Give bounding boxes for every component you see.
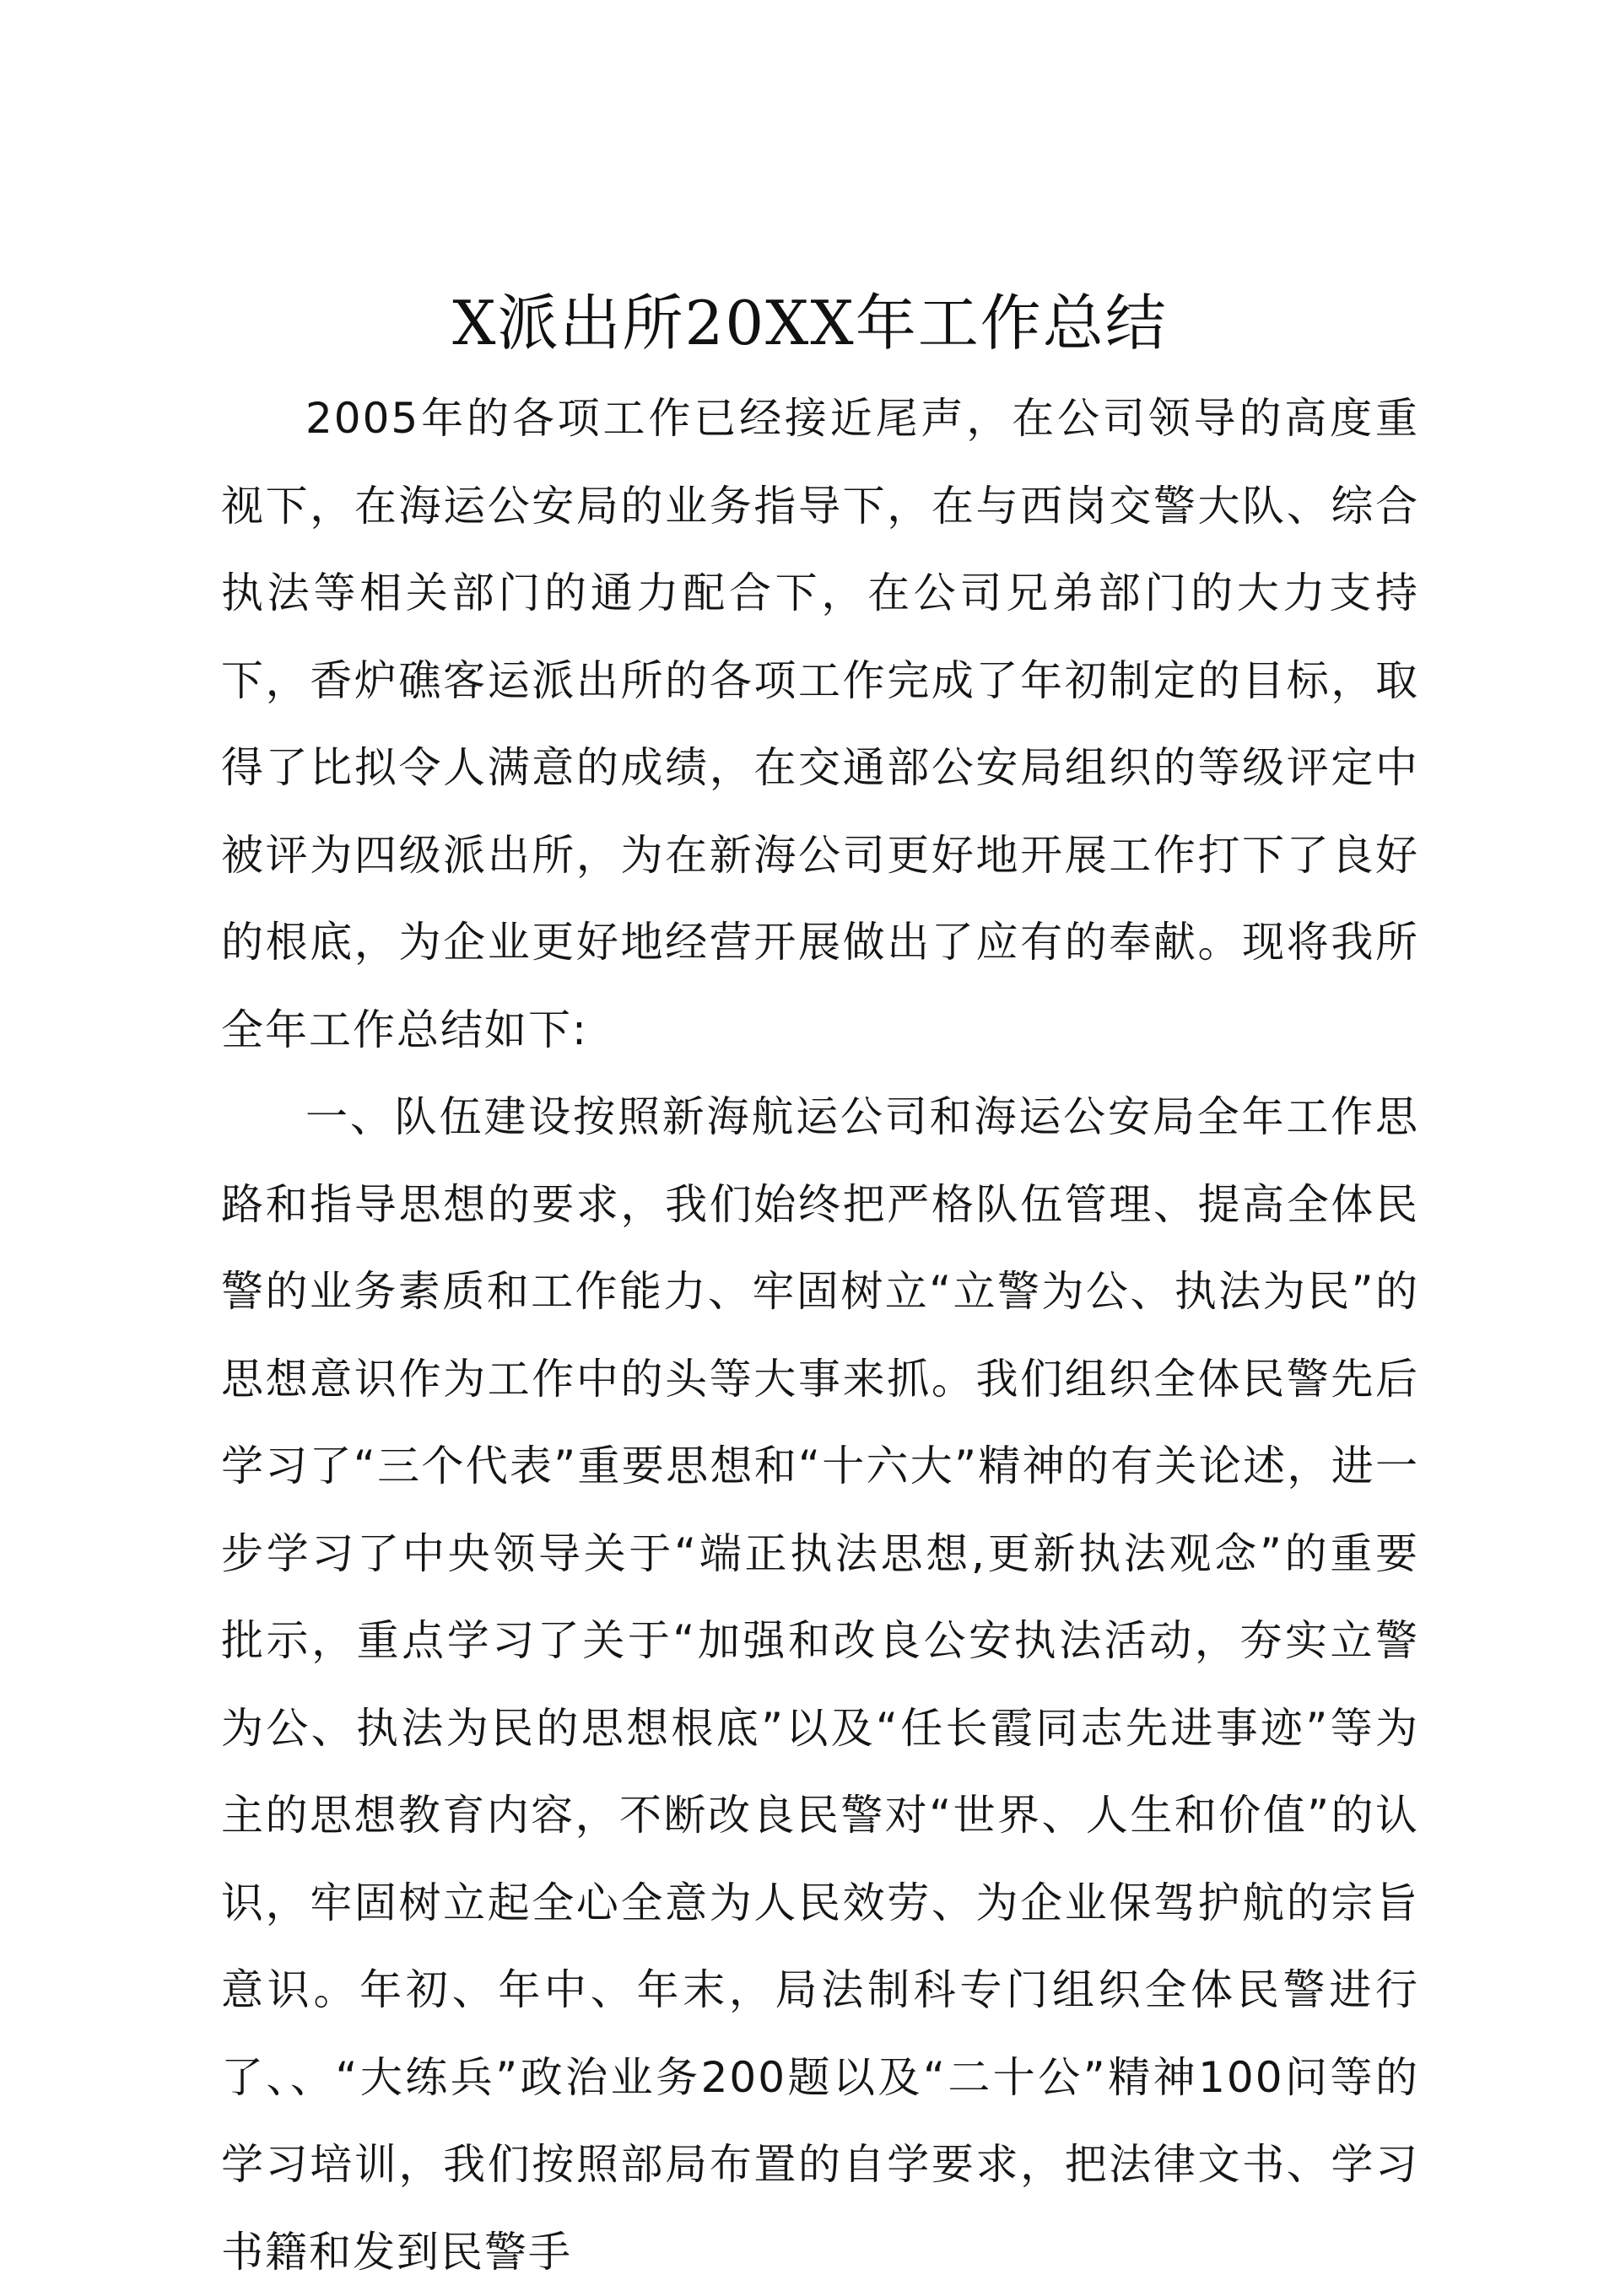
- body-paragraph-intro: 2005年的各项工作已经接近尾声，在公司领导的高度重视下，在海运公安局的业务指导下，在与西岗交警大队、综合执法等相关部门的通力配合下，在公司兄弟部门的大力支持下，香炉礁客运派出所的各项工作完成了年初制定的目标，取得了比拟令人满意的成绩，在交通部公安局组织的等级评定中被评为四级派出所，为在新海公司更好地开展工作打下了良好的根底，为企业更好地经营开展做出了应有的奉献。现将我所全年工作总结如下:: [221, 394, 1419, 1054]
- document-body: [221, 375, 1419, 2296]
- body-paragraph-team-building: 一、队伍建设按照新海航运公司和海运公安局全年工作思路和指导思想的要求，我们始终把严格队伍管理、提高全体民警的业务素质和工作能力、牢固树立“立警为公、执法为民”的思想意识作为工作中的头等大事来抓。我们组织全体民警先后学习了“三个代表”重要思想和“十六大”精神的有关论述，进一步学习了中央领导关于“端正执法思想,更新执法观念”的重要批示，重点学习了关于“加强和改良公安执法活动，夯实立警为公、执法为民的思想根底”以及“任长霞同志先进事迹”等为主的思想教育内容，不断改良民警对“世界、人生和价值”的认识，牢固树立起全心全意为人民效劳、为企业保驾护航的宗旨意识。年初、年中、年末，局法制科专门组织全体民警进行了、、“大练兵”政治业务200题以及“二十公”精神100问等的学习培训，我们按照部局布置的自学要求，把法律文书、学习书籍和发到民警手: [221, 1092, 1419, 2277]
- document-title: X派出所20XX年工作总结: [452, 288, 1168, 358]
